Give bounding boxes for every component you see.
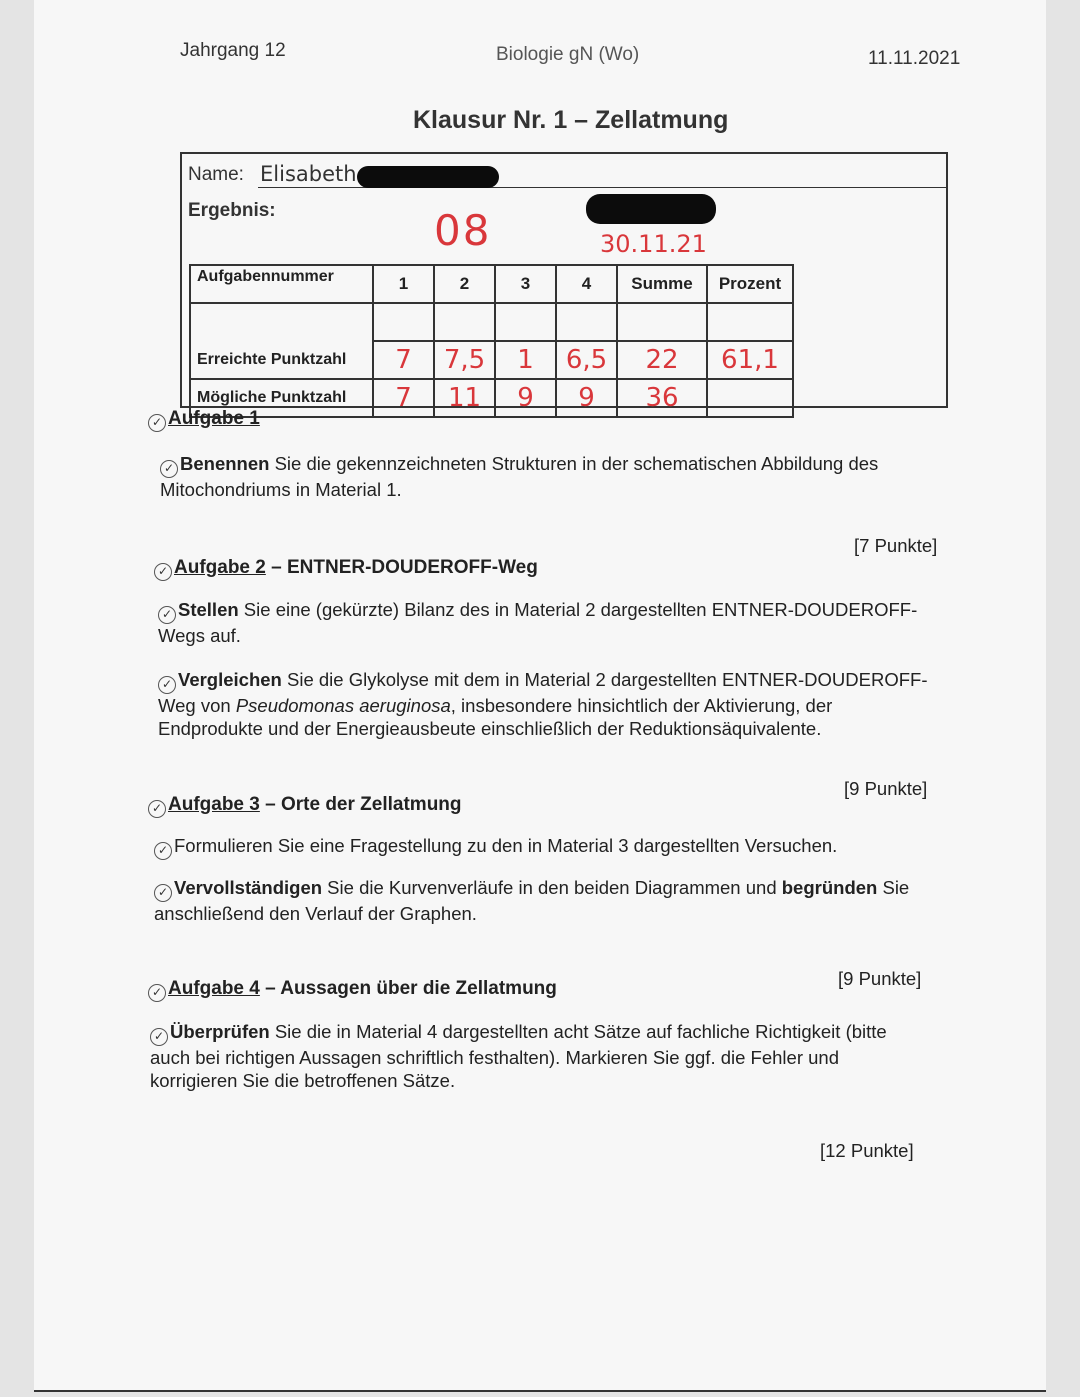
- task-3-instruction-b: ✓ Vervollständigen Sie die Kurvenverläufe in den beiden Diagrammen und begründen Sie anschließend den Verlauf der Graphen.: [154, 877, 910, 924]
- task-2-heading: ✓ Aufgabe 2 – ENTNER-DOUDEROFF-Weg: [154, 557, 538, 581]
- table-header-label: Aufgabennummer: [190, 265, 373, 303]
- column-header: 1: [373, 265, 434, 303]
- possible-cell: [707, 379, 793, 417]
- grade-level: Jahrgang 12: [180, 40, 286, 61]
- column-header: 2: [434, 265, 495, 303]
- check-circle-icon: ✓: [158, 606, 176, 624]
- achieved-label: Erreichte Punktzahl: [190, 341, 373, 379]
- table-header-row: [190, 265, 793, 303]
- percent-cell: 61,1: [707, 341, 793, 379]
- task-3-heading: ✓ Aufgabe 3 – Orte der Zellatmung: [148, 794, 462, 818]
- possible-cell: 11: [434, 379, 495, 417]
- check-circle-icon: ✓: [148, 414, 166, 432]
- task-1-points: [7 Punkte]: [854, 535, 938, 556]
- possible-points-row: [190, 379, 793, 417]
- score-table: [189, 264, 794, 418]
- grade-value: 08: [434, 206, 492, 255]
- exam-sheet: [34, 0, 1046, 1392]
- task-3-points: [9 Punkte]: [838, 968, 922, 989]
- column-header: 4: [556, 265, 617, 303]
- task-4-instruction: ✓ Überprüfen Sie die in Material 4 dargestellten acht Sätze auf fachliche Richtigkeit (bitte auch bei richtigen Aussagen schriftlich festhalten). Markieren Sie ggf. die Fehler und korrigieren Sie die betroffenen Sätze.: [150, 1021, 887, 1091]
- name-underline: [258, 187, 948, 188]
- check-circle-icon: ✓: [158, 676, 176, 694]
- check-circle-icon: ✓: [160, 460, 178, 478]
- redaction-mark: [586, 194, 716, 224]
- student-name: Elisabeth: [260, 162, 357, 186]
- achieved-cell: 1: [495, 341, 556, 379]
- possible-label: Mögliche Punktzahl: [190, 379, 373, 417]
- check-circle-icon: ✓: [154, 884, 172, 902]
- check-circle-icon: ✓: [154, 563, 172, 581]
- column-header: Prozent: [707, 265, 793, 303]
- column-header: 3: [495, 265, 556, 303]
- exam-date: 11.11.2021: [868, 48, 961, 69]
- page-title: Klausur Nr. 1 – Zellatmung: [413, 106, 729, 134]
- signed-date: 30.11.21: [600, 230, 707, 258]
- check-circle-icon: ✓: [150, 1028, 168, 1046]
- redaction-mark: [357, 166, 499, 188]
- task-2-instruction-b: ✓ Vergleichen Sie die Glykolyse mit dem in Material 2 dargestellten ENTNER-DOUDEROFF-Weg von Pseudomonas aeruginosa, insbesondere hinsichtlich der Aktivierung, der Endprodukte und der Energieausbeute einschließlich der Reduktionsäquivalente.: [158, 669, 928, 739]
- task-2-points: [9 Punkte]: [844, 778, 928, 799]
- task-1-instruction: ✓ Benennen Sie die gekennzeichneten Strukturen in der schematischen Abbildung des Mitochondriums in Material 1.: [160, 453, 879, 500]
- column-header: Summe: [617, 265, 707, 303]
- achieved-cell: 6,5: [556, 341, 617, 379]
- achieved-cell: 22: [617, 341, 707, 379]
- possible-cell: 9: [556, 379, 617, 417]
- task-3-instruction-a: ✓ Formulieren Sie eine Fragestellung zu den in Material 3 dargestellten Versuchen.: [154, 834, 938, 860]
- achieved-points-row: [190, 341, 793, 379]
- check-circle-icon: ✓: [148, 800, 166, 818]
- possible-cell: 36: [617, 379, 707, 417]
- possible-cell: 9: [495, 379, 556, 417]
- achieved-cell: 7,5: [434, 341, 495, 379]
- check-circle-icon: ✓: [148, 984, 166, 1002]
- task-1-heading: ✓ Aufgabe 1: [148, 408, 260, 432]
- table-spacer-row: [190, 303, 793, 341]
- name-label: Name:: [188, 164, 244, 185]
- check-circle-icon: ✓: [154, 842, 172, 860]
- achieved-cell: 7: [373, 341, 434, 379]
- task-2-instruction-a: ✓ Stellen Sie eine (gekürzte) Bilanz des in Material 2 dargestellten ENTNER-DOUDEROFF-Wegs auf.: [158, 599, 918, 646]
- possible-cell: 7: [373, 379, 434, 417]
- result-label: Ergebnis:: [188, 200, 276, 221]
- course-name: Biologie gN (Wo): [496, 44, 640, 65]
- task-4-points: [12 Punkte]: [820, 1140, 914, 1161]
- task-4-heading: ✓ Aufgabe 4 – Aussagen über die Zellatmung: [148, 978, 557, 1002]
